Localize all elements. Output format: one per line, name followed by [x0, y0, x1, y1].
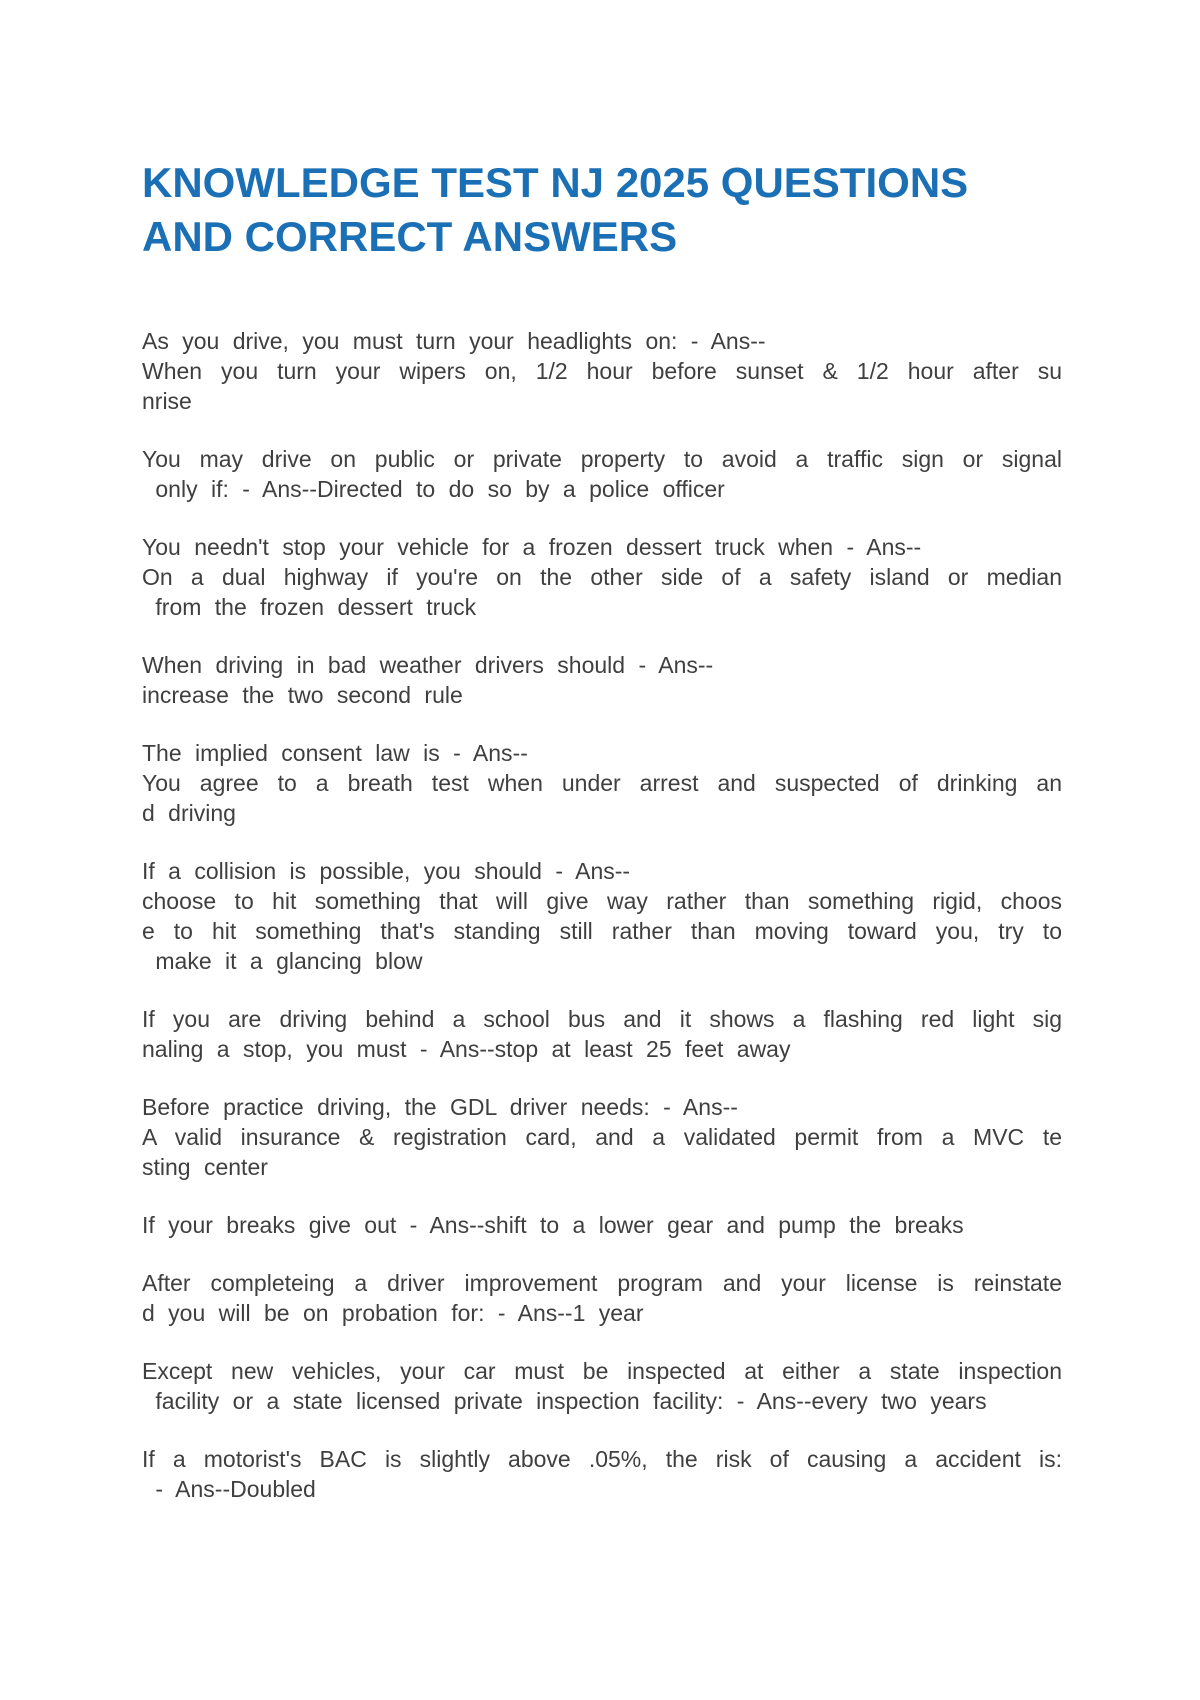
qa-line: Except new vehicles, your car must be inspected at either a state inspection — [142, 1358, 1062, 1384]
title-line-2: AND CORRECT ANSWERS — [142, 213, 678, 260]
question-answer-list — [142, 326, 1062, 1532]
qa-item-gdl-practice — [142, 1092, 1062, 1182]
qa-item-private-property — [142, 444, 1062, 504]
qa-line: When driving in bad weather drivers should - Ans-- — [142, 652, 714, 678]
qa-line: As you drive, you must turn your headlights on: - Ans-- — [142, 328, 766, 354]
qa-line: nrise — [142, 388, 192, 414]
qa-line: make it a glancing blow — [142, 948, 423, 974]
qa-item-probation — [142, 1268, 1062, 1328]
qa-line: A valid insurance & registration card, and a validated permit from a MVC te — [142, 1124, 1062, 1150]
qa-line: Before practice driving, the GDL driver needs: - Ans-- — [142, 1094, 738, 1120]
qa-item-frozen-dessert-truck — [142, 532, 1062, 622]
qa-line: If a collision is possible, you should - Ans-- — [142, 858, 631, 884]
qa-line: d you will be on probation for: - Ans--1 year — [142, 1300, 644, 1326]
qa-item-bad-weather — [142, 650, 1062, 710]
qa-line: from the frozen dessert truck — [142, 594, 477, 620]
qa-item-collision — [142, 856, 1062, 976]
qa-line: naling a stop, you must - Ans--stop at least 25 feet away — [142, 1036, 791, 1062]
qa-line: When you turn your wipers on, 1/2 hour before sunset & 1/2 hour after su — [142, 358, 1062, 384]
qa-item-breaks — [142, 1210, 1062, 1240]
qa-line: The implied consent law is - Ans-- — [142, 740, 528, 766]
qa-line: increase the two second rule — [142, 682, 463, 708]
qa-line: e to hit something that's standing still rather than moving toward you, try to — [142, 918, 1062, 944]
qa-line: choose to hit something that will give way rather than something rigid, choos — [142, 888, 1062, 914]
qa-line: You agree to a breath test when under arrest and suspected of drinking an — [142, 770, 1062, 796]
qa-line: facility or a state licensed private inspection facility: - Ans--every two years — [142, 1388, 987, 1414]
qa-line: only if: - Ans--Directed to do so by a police officer — [142, 476, 725, 502]
qa-line: You needn't stop your vehicle for a frozen dessert truck when - Ans-- — [142, 534, 922, 560]
qa-item-headlights — [142, 326, 1062, 416]
qa-item-inspection — [142, 1356, 1062, 1416]
qa-line: d driving — [142, 800, 236, 826]
qa-item-implied-consent — [142, 738, 1062, 828]
qa-item-bac — [142, 1444, 1062, 1504]
qa-line: If a motorist's BAC is slightly above .05%, the risk of causing a accident is: — [142, 1446, 1062, 1472]
qa-line: If your breaks give out - Ans--shift to a lower gear and pump the breaks — [142, 1212, 964, 1238]
qa-line: You may drive on public or private property to avoid a traffic sign or signal — [142, 446, 1062, 472]
title-line-1: KNOWLEDGE TEST NJ 2025 QUESTIONS — [142, 159, 969, 206]
qa-line: If you are driving behind a school bus and it shows a flashing red light sig — [142, 1006, 1062, 1032]
qa-line: - Ans--Doubled — [142, 1476, 316, 1502]
qa-line: On a dual highway if you're on the other side of a safety island or median — [142, 564, 1062, 590]
document-title — [142, 156, 1082, 264]
qa-line: After completeing a driver improvement program and your license is reinstate — [142, 1270, 1062, 1296]
qa-item-school-bus — [142, 1004, 1062, 1064]
qa-line: sting center — [142, 1154, 268, 1180]
